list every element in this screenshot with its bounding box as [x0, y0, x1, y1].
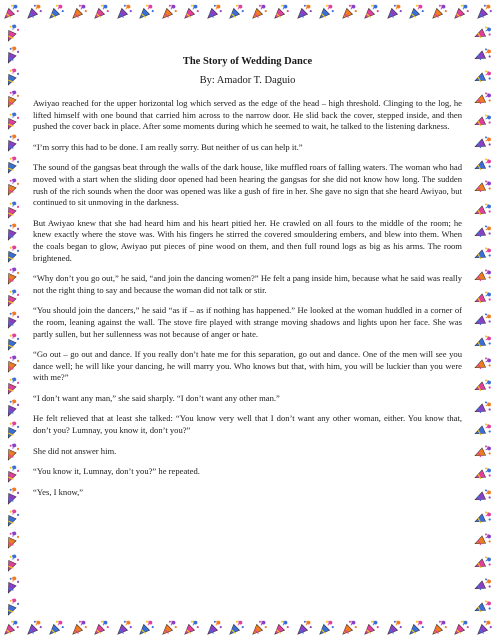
party-popper-icon — [471, 66, 494, 89]
party-popper-icon — [0, 220, 23, 243]
party-popper-icon — [0, 176, 23, 199]
party-popper-icon — [471, 21, 494, 44]
party-popper-icon — [0, 595, 23, 618]
party-popper-icon — [0, 286, 23, 309]
party-popper-icon — [2, 3, 20, 21]
party-popper-icon — [92, 3, 110, 21]
party-popper-icon — [0, 88, 23, 111]
party-popper-icon — [295, 3, 313, 21]
party-popper-icon — [471, 132, 494, 155]
party-popper-icon — [362, 619, 380, 637]
party-popper-icon — [0, 110, 23, 133]
party-popper-icon — [0, 507, 23, 530]
border-top — [0, 0, 495, 24]
party-popper-icon — [471, 374, 494, 397]
party-popper-icon — [471, 220, 494, 243]
party-popper-icon — [407, 619, 425, 637]
party-popper-icon — [471, 176, 494, 199]
party-popper-icon — [471, 110, 494, 133]
party-popper-icon — [47, 619, 65, 637]
party-popper-icon — [0, 441, 23, 464]
party-popper-icon — [471, 44, 494, 67]
party-popper-icon — [340, 619, 358, 637]
paragraph: “I’m sorry this had to be done. I am really sorry. But neither of us can help it.” — [33, 141, 303, 152]
party-popper-icon — [471, 507, 494, 530]
party-popper-icon — [471, 485, 494, 508]
party-popper-icon — [471, 463, 494, 486]
party-popper-icon — [0, 485, 23, 508]
party-popper-icon — [0, 21, 23, 44]
party-popper-icon — [70, 619, 88, 637]
party-popper-icon — [0, 573, 23, 596]
party-popper-icon — [0, 330, 23, 353]
party-popper-icon — [160, 619, 178, 637]
border-right — [471, 24, 495, 616]
party-popper-icon — [115, 619, 133, 637]
party-popper-icon — [250, 3, 268, 21]
party-popper-icon — [0, 308, 23, 331]
party-popper-icon — [227, 3, 245, 21]
document-byline: By: Amador T. Daguio — [199, 75, 296, 86]
party-popper-icon — [0, 44, 23, 67]
party-popper-icon — [182, 3, 200, 21]
paragraph: “Why don’t you go out,” he said, “and join the dancing women?” He felt a pang inside him, because what he said was really not the right thing to say and because the woman did not talk or stir. — [33, 273, 462, 295]
page-content — [33, 34, 462, 507]
party-popper-icon — [70, 3, 88, 21]
party-popper-icon — [25, 619, 43, 637]
party-popper-icon — [475, 3, 493, 21]
party-popper-icon — [0, 397, 23, 420]
party-popper-icon — [475, 619, 493, 637]
party-popper-icon — [471, 198, 494, 221]
party-popper-icon — [182, 619, 200, 637]
paragraph: “Yes, I know,” — [33, 486, 84, 497]
party-popper-icon — [295, 619, 313, 637]
party-popper-icon — [471, 286, 494, 309]
party-popper-icon — [205, 619, 223, 637]
party-popper-icon — [227, 619, 245, 637]
party-popper-icon — [471, 397, 494, 420]
party-popper-icon — [0, 374, 23, 397]
party-popper-icon — [0, 419, 23, 442]
party-popper-icon — [250, 619, 268, 637]
party-popper-icon — [0, 242, 23, 265]
party-popper-icon — [317, 619, 335, 637]
party-popper-icon — [0, 132, 23, 155]
document-title: The Story of Wedding Dance — [182, 56, 313, 67]
party-popper-icon — [471, 308, 494, 331]
paragraph: But Awiyao knew that she had heard him and his heart pitied her. He crawled on all fours to the middle of the room; he knew exactly where the stove was. With his fingers he stirred the covered smouldering embers, and blew into them. When the coals began to glow, Awiyao put pieces of pine wood on them, and then full round logs as big as his arms. The room brightened. — [33, 217, 462, 263]
party-popper-icon — [385, 3, 403, 21]
party-popper-icon — [317, 3, 335, 21]
party-popper-icon — [115, 3, 133, 21]
party-popper-icon — [471, 551, 494, 574]
party-popper-icon — [452, 619, 470, 637]
party-popper-icon — [471, 242, 494, 265]
party-popper-icon — [137, 619, 155, 637]
party-popper-icon — [430, 3, 448, 21]
party-popper-icon — [0, 198, 23, 221]
party-popper-icon — [137, 3, 155, 21]
party-popper-icon — [160, 3, 178, 21]
party-popper-icon — [0, 352, 23, 375]
party-popper-icon — [47, 3, 65, 21]
paragraph: “I don’t want any man,” she said sharply. “I don’t want any other man.” — [33, 392, 280, 403]
party-popper-icon — [452, 3, 470, 21]
party-popper-icon — [0, 264, 23, 287]
party-popper-icon — [471, 573, 494, 596]
party-popper-icon — [0, 66, 23, 89]
party-popper-icon — [471, 529, 494, 552]
party-popper-icon — [407, 3, 425, 21]
party-popper-icon — [362, 3, 380, 21]
paragraph: “You know it, Lumnay, don’t you?” he repeated. — [33, 466, 200, 477]
party-popper-icon — [385, 619, 403, 637]
party-popper-icon — [2, 619, 20, 637]
party-popper-icon — [272, 619, 290, 637]
party-popper-icon — [25, 3, 43, 21]
party-popper-icon — [272, 3, 290, 21]
party-popper-icon — [471, 330, 494, 353]
party-popper-icon — [205, 3, 223, 21]
party-popper-icon — [471, 419, 494, 442]
paragraph: The sound of the gangsas beat through the walls of the dark house, like muffled roars of falling waters. The woman who had moved with a start when the sliding door opened had been hearing the gangsas for she did not know how long. The sudden rush of the rich sounds when the door was opened was like a gush of fire in her. She gave no sign that she heard Awiyao, but continued to sit unmoving in the darkness. — [33, 162, 462, 208]
party-popper-icon — [0, 551, 23, 574]
border-bottom — [0, 616, 495, 640]
party-popper-icon — [471, 441, 494, 464]
party-popper-icon — [471, 154, 494, 177]
border-left — [0, 24, 24, 616]
party-popper-icon — [92, 619, 110, 637]
party-popper-icon — [471, 88, 494, 111]
party-popper-icon — [0, 154, 23, 177]
paragraph: “You should join the dancers,” he said “as if – as if nothing has happened.” He looked at the woman huddled in a corner of the room, leaning against the wall. The stove fire played with strange moving shadows and lights upon her face. She was partly sullen, but her sullenness was not because of anger or hate. — [33, 305, 462, 339]
paragraph: She did not answer him. — [33, 445, 117, 456]
party-popper-icon — [471, 264, 494, 287]
paragraph: Awiyao reached for the upper horizontal log which served as the edge of the head – high threshold. Clinging to the log, he lifted himself with one bound that carried him across to the narrow door. He slid back the cover, stepped inside, and then pushed the cover back in place. After some moments during which he seemed to wait, he talked to the listening darkness. — [33, 98, 462, 132]
party-popper-icon — [471, 352, 494, 375]
party-popper-icon — [471, 595, 494, 618]
party-popper-icon — [430, 619, 448, 637]
party-popper-icon — [340, 3, 358, 21]
party-popper-icon — [0, 463, 23, 486]
party-popper-icon — [0, 529, 23, 552]
paragraph: “Go out – go out and dance. If you really don’t hate me for this separation, go out and dance. One of the men will see you dance well; he will like your dancing, he will marry you. Who knows but that, with him, you will be luckier than you were with me?” — [33, 349, 462, 383]
paragraph: He felt relieved that at least she talked: “You know very well that I don’t want any other woman, either. You know that, don’t you? Lumnay, you know it, don’t you?” — [33, 413, 462, 436]
